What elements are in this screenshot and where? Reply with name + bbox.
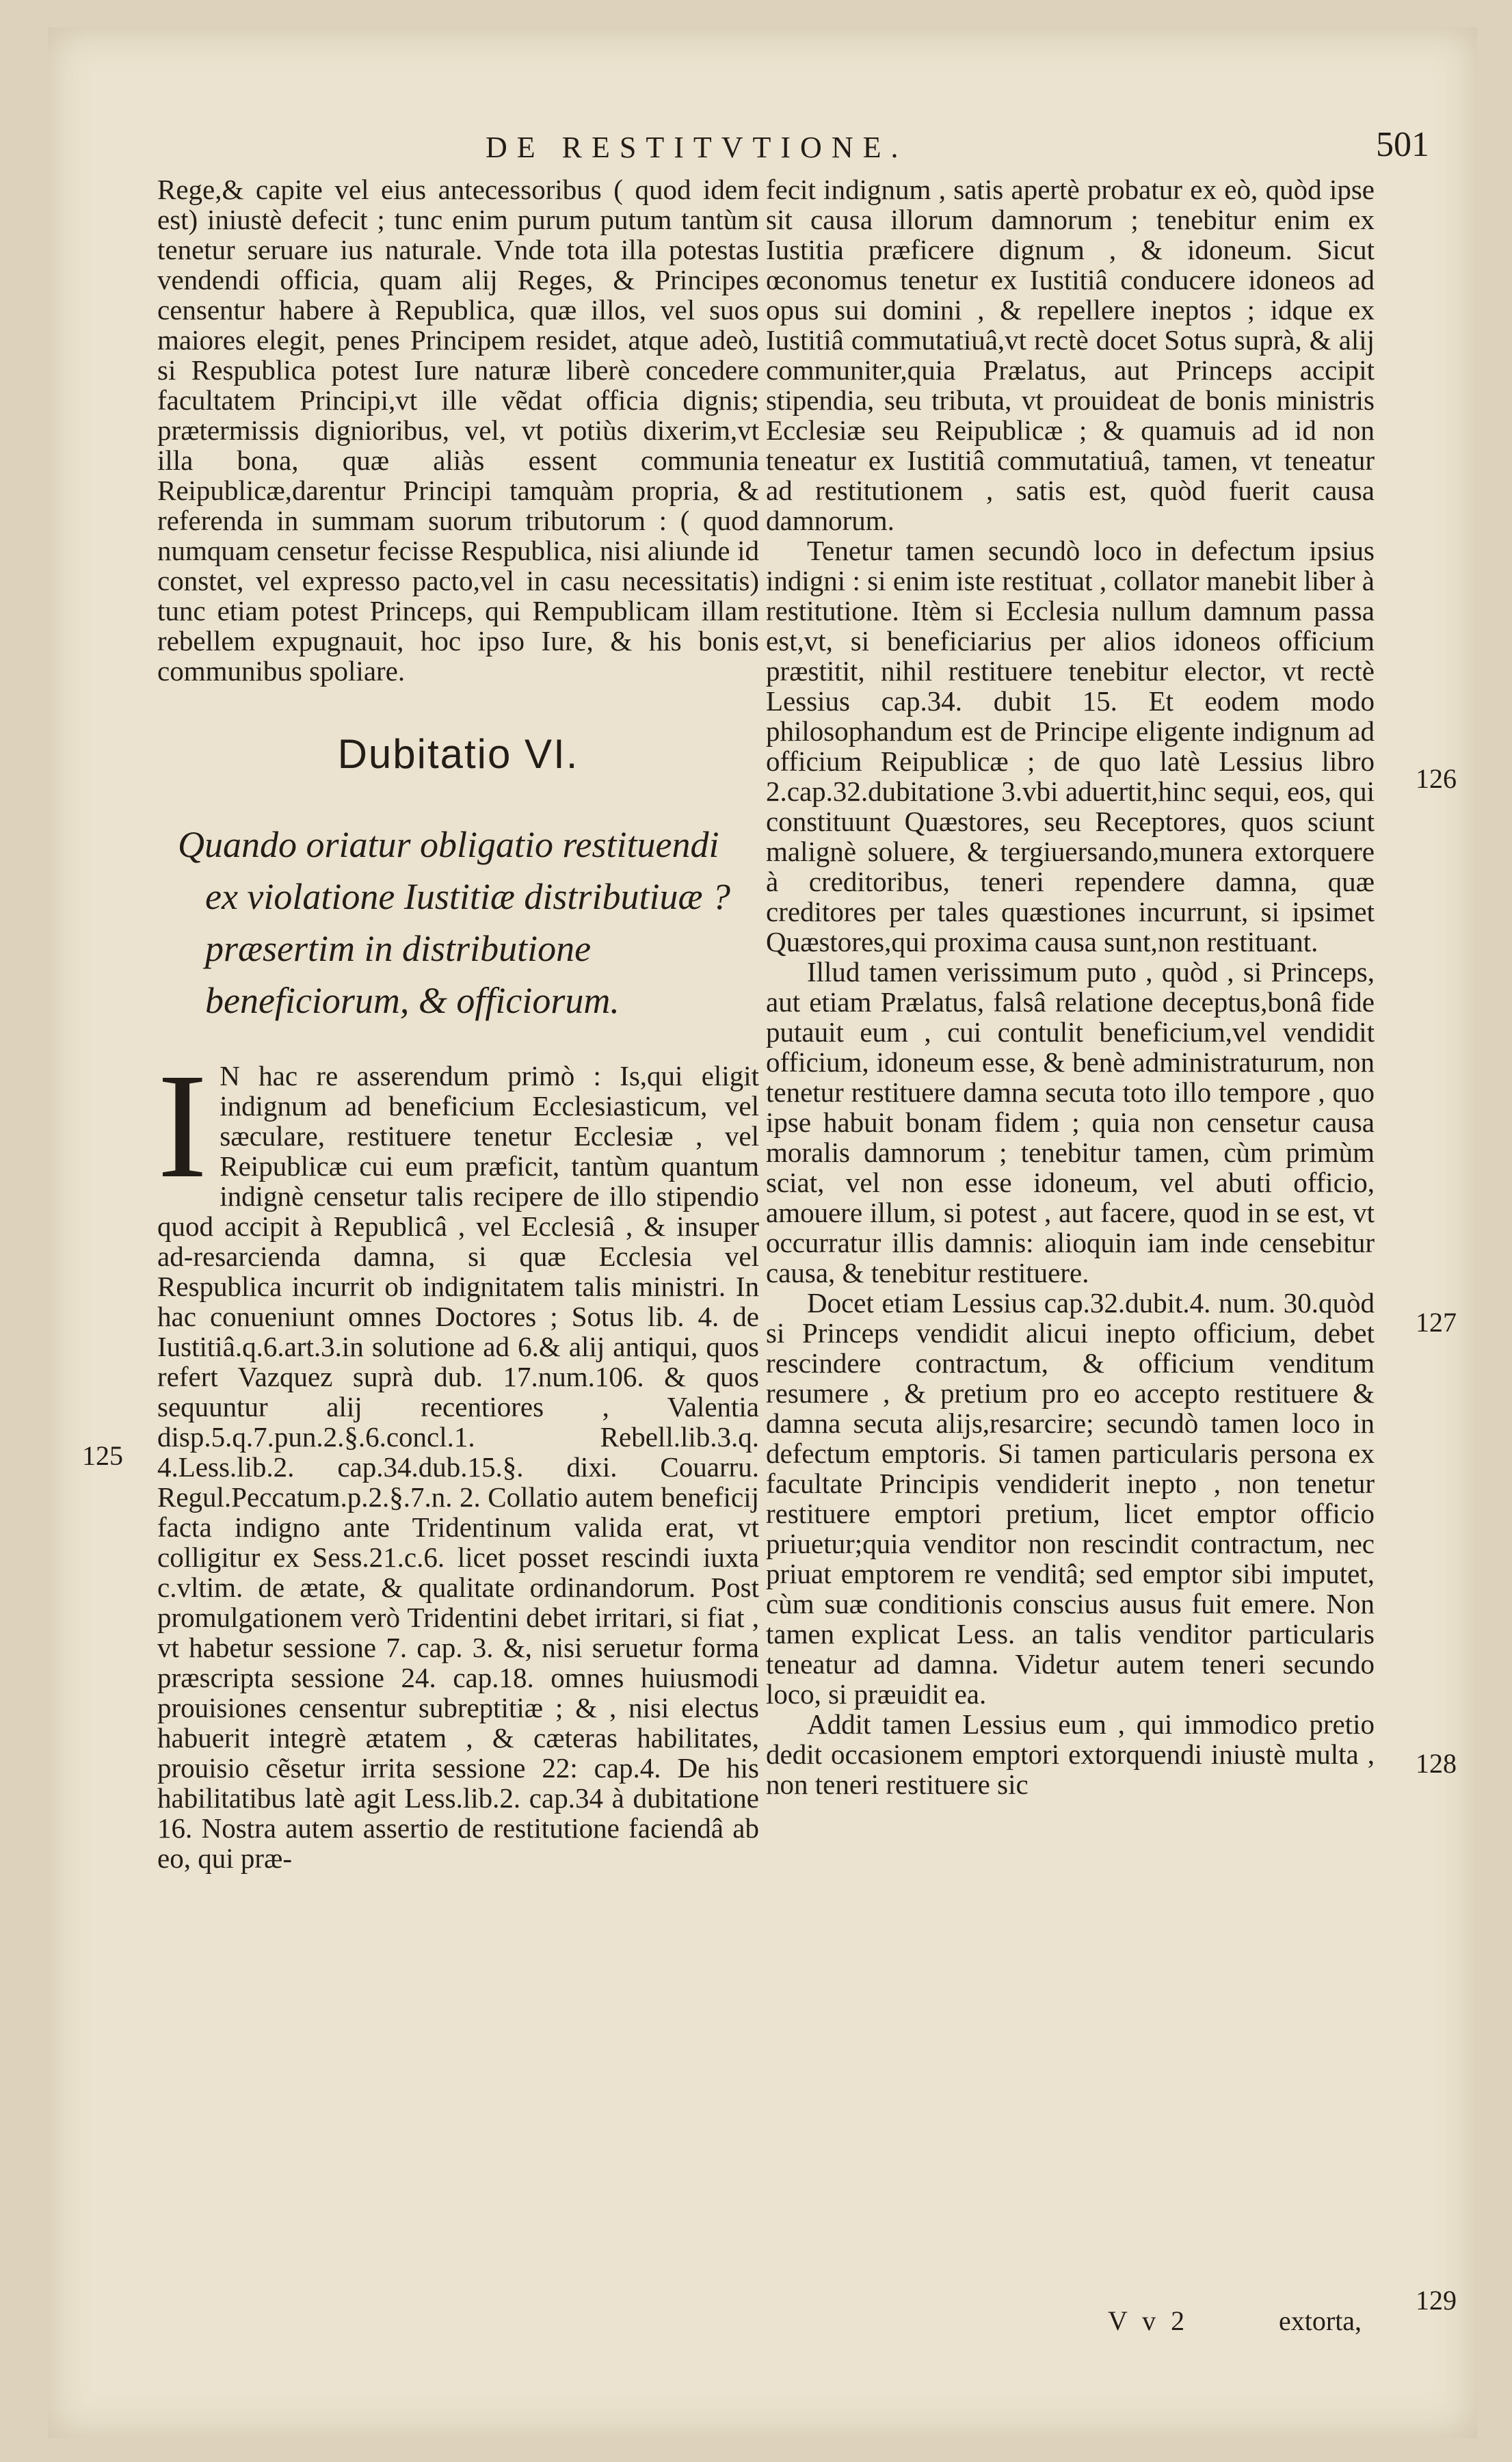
margin-number-125: 125 [82,1440,123,1471]
page-header [48,125,1477,171]
margin-number-127: 127 [1416,1307,1457,1338]
drop-cap: I [157,1042,208,1209]
section-question: Quando oriatur obligatio restituendi ex violatione Iustitiæ distributiuæ ? præsertim in distributione beneficiorum, & officiorum. [178,824,730,1021]
left-column [82,174,759,1874]
margin-number-129: 129 [1416,2285,1457,2316]
section-heading: Dubitatio VI. [337,731,579,777]
margin-number-128: 128 [1416,1748,1457,1779]
right-paragraph-5: Addit tamen Lessius eum , qui immodico pretio dedit occasionem emptori extorquendi iniustè multa , non teneri restituere sic [766,1708,1375,1800]
right-paragraph-1: fecit indignum , satis apertè probatur ex eò, quòd ipse sit causa illorum damnorum ; tenebitur enim ex Iustitia præficere dignum , & idoneum. Sicut œconomus tenetur ex Iustitiâ conducere idoneos ad opus sui domini , & repellere ineptos ; idque ex Iustitiâ commutatiuâ,vt rectè docet Sotus suprà, & alij communiter,quia Prælatus, aut Princeps accipit stipendia, seu tributa, vt prouideat de bonis ministris Ecclesiæ seu Reipublicæ ; & quamuis ad id non teneatur ex Iustitiâ commutatiuâ, tamen, vt teneatur ad restitutionem , satis est, quòd fuerit causa damnorum. [766,174,1375,536]
book-page [48,27,1477,2438]
running-title: DE RESTITVTIONE. [486,131,908,164]
page-number: 501 [1376,125,1429,164]
left-paragraph-1: Rege,& capite vel eius antecessoribus ( quod idem est) iniustè defecit ; tunc enim purum putum tantùm tenetur seruare ius naturale. Vnde tota illa potestas vendendi officia, quam alij Reges, & Principes censentur habere à Republica, quæ illos, vel suos maiores elegit, penes Principem residet, atque adeò, si Respublica potest Iure naturæ liberè concedere facultatem Principi,vt ille vẽdat officia dignis; prætermissis dignioribus, vel, vt potiùs dixerim,vt illa bona, quæ aliàs essent communia Reipublicæ,darentur Principi tamquàm propria, & referenda in summam suorum tributorum : ( quod numquam censetur fecisse Respublica, nisi aliunde id constet, vel expresso pacto,vel in casu necessitatis) tunc etiam potest Princeps, qui Rempublicam illam rebellem expugnauit, hoc ipso Iure, & his bonis communibus spoliare. [157,174,759,687]
left-paragraph-2-wrap [157,1042,759,1874]
right-paragraph-3: Illud tamen verissimum puto , quòd , si Princeps, aut etiam Prælatus, falsâ relatione deceptus,bonâ fide putauit eum , cui contulit beneficium,vel vendidit officium, idoneum esse, & benè administraturum, non tenetur restituere damna secuta toto illo tempore , quo ipse habuit bonam fidem ; quia non censetur causa moralis damnorum ; tenebitur tamen, cùm primùm sciat, vel non esse idoneum, vel abuti officio, amouere illum, si potest , aut facere, quod in se est, vt occurratur illis damnis: alioquin iam inde censebitur causa, & tenebitur restituere. [766,956,1375,1288]
signature-mark: V v 2 [1108,2305,1189,2336]
left-paragraph-2: N hac re asserendum primò : Is,qui eligit indignum ad beneficium Ecclesiasticum, vel sæculare, restituere tenetur Ecclesiæ , vel Reipublicæ cui eum præficit, tantùm quantum indignè censetur talis recipere de illo stipendio quod accipit à Republicâ , vel Ecclesiâ , & insuper ad-resarcienda damna, si quæ Ecclesia vel Respublica incurrit ob indignitatem talis ministri. In hac conueniunt omnes Doctores ; Sotus lib. 4. de Iustitiâ.q.6.art.3.in solutione ad 6.& alij antiqui, quos refert Vazquez suprà dub. 17.num.106. & quos sequuntur alij recentiores , Valentia disp.5.q.7.pun.2.§.6.concl.1. Rebell.lib.3.q. 4.Less.lib.2. cap.34.dub.15.§. dixi. Couarru. Regul.Peccatum.p.2.§.7.n. 2. Collatio autem beneficij facta indigno ante Tridentinum valida erat, vt colligitur ex Sess.21.c.6. licet posset rescindi iuxta c.vltim. de ætate, & qualitate ordinandorum. Post promulgationem verò Tridentini debet irritari, si fiat , vt habetur sessione 7. cap. 3. &, nisi seruetur forma præscripta sessione 24. cap.18. omnes huiusmodi prouisiones censentur subreptitiæ ; & , nisi electus habuerit integrè ætatem , & cæteras habilitates, prouisio cẽsetur irrita sessione 22: cap.4. De his habilitatibus latè agit Less.lib.2. cap.34 à dubitatione 16. Nostra autem assertio de restitutione faciendâ ab eo, qui præ- [157,1060,759,1874]
right-paragraph-2: Tenetur tamen secundò loco in defectum ipsius indigni : si enim iste restituat , collator manebit liber à restitutione. Itèm si Ecclesia nullum damnum passa est,vt, si beneficiarius per alios idoneos officium præstitit, nihil restituere tenebitur elector, vt rectè Lessius cap.34. dubit 15. Et eodem modo philosophandum est de Principe eligente indignum ad officium Reipublicæ ; de quo latè Lessius libro 2.cap.32.dubitatione 3.vbi aduertit,hinc sequi, eos, qui constituunt Quæstores, seu Receptores, quos sciunt malignè soluere, & tergiuersando,munera extorquere à creditoribus, teneri rependere damna, quæ creditores per tales quæstiones incurrunt, si ipsimet Quæstores,qui proxima causa sunt,non restituant. [766,535,1375,957]
right-paragraph-4: Docet etiam Lessius cap.32.dubit.4. num. 30.quòd si Princeps vendidit alicui inepto officium, debet rescindere contractum, & officium venditum resumere , & pretium pro eo accepto restituere & damna secuta alijs,resarcire; secundò tamen loco in defectum emptoris. Si tamen particularis persona ex facultate Principis vendiderit inepto , non tenetur restituere emptori pretium, licet emptor officio priuetur;quia venditor non rescindit contractum, nec priuat emptorem re venditâ; sed emptor sibi imputet, cùm suæ conditionis conscius ausus fuit emere. Non tamen explicat Less. an talis venditor particularis teneatur ad damna. Videtur autem teneri secundo loco, si præuidit ea. [766,1287,1375,1710]
catchword: extorta, [1279,2305,1362,2336]
right-column [766,174,1457,2316]
margin-number-126: 126 [1416,763,1457,794]
